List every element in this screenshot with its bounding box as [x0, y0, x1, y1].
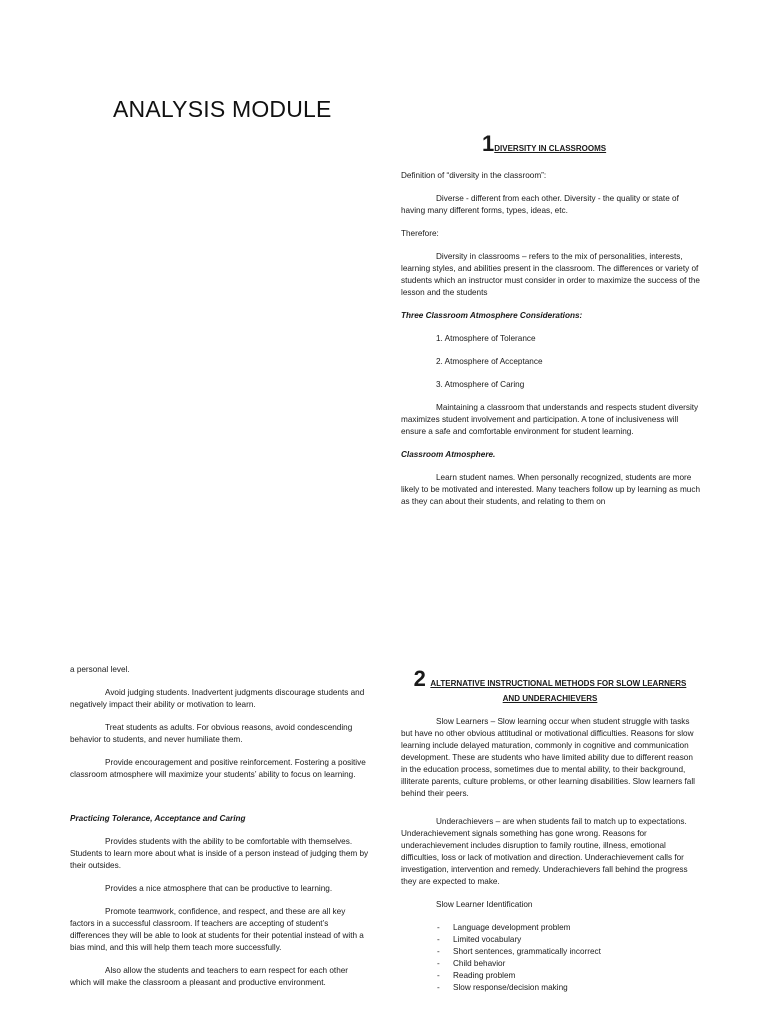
section-1-number: 1 — [482, 131, 495, 156]
practicing-title: Practicing Tolerance, Acceptance and Caring — [70, 814, 246, 823]
list-item — [437, 946, 701, 958]
bullet-dash: - — [437, 959, 440, 968]
page-title: ANALYSIS MODULE — [113, 96, 332, 122]
section-2-title-line1: ALTERNATIVE INSTRUCTIONAL METHODS FOR SLOW LEARNERS — [430, 679, 687, 688]
slow-learners-paragraph: Slow Learners – Slow learning occur when student struggle with tasks but have no other obvious attitudinal or motivational difficulties. Reasons for slow learning include delayed maturation, commonly in cognitive and communication development. These are students who have limited ability due to different reason in the education process, sometimes due to mental ability, to their background, illiterate parents, culture problems, or other learning disabilities. Slow learners fall behind their peers. — [401, 717, 695, 798]
list-item-text: Language development problem — [453, 923, 571, 932]
section-1-body — [401, 170, 701, 519]
section-2-body — [401, 716, 701, 994]
list-item-text: Slow response/decision making — [453, 983, 568, 992]
treat-paragraph: Treat students as adults. For obvious reasons, avoid condescending behavior to students, and never humiliate them. — [70, 723, 353, 744]
consideration-item: 3. Atmosphere of Caring — [436, 380, 525, 389]
underachievers-paragraph: Underachievers – are when students fail to match up to expectations. Underachievement signals something has gone wrong. Reasons for underachievement includes disruption to family routine, illness, emotional difficulties, loss or lack of motivation and direction. Underachievement calls for investigation, intervention and remedy. Underachievers fall behind the progress they are expected to make. — [401, 817, 688, 886]
bullet-dash: - — [437, 923, 440, 932]
definition-text: Diverse - different from each other. Diversity - the quality or state of having many different forms, types, ideas, etc. — [401, 194, 679, 215]
section-2-heading — [400, 666, 700, 703]
maintaining-paragraph: Maintaining a classroom that understands and respects student diversity maximizes student involvement and participation. A tone of inclusiveness will ensure a safe and comfortable environment for student learning. — [401, 403, 699, 436]
list-item-text: Child behavior — [453, 959, 506, 968]
allow-paragraph: Also allow the students and teachers to earn respect for each other which will make the classroom a pleasant and productive environment. — [70, 966, 349, 987]
list-item-text: Reading problem — [453, 971, 516, 980]
section-1-heading — [482, 131, 606, 157]
list-item — [437, 958, 701, 970]
list-item-text: Short sentences, grammatically incorrect — [453, 947, 601, 956]
left-column-body — [70, 664, 370, 1000]
considerations-title: Three Classroom Atmosphere Considerations: — [401, 311, 583, 320]
provide-paragraph: Provide encouragement and positive reinforcement. Fostering a positive classroom atmosphere will maximize your students’ ability to focus on learning. — [70, 758, 366, 779]
list-item — [437, 982, 701, 994]
consideration-item: 2. Atmosphere of Acceptance — [436, 357, 543, 366]
atmosphere-title: Classroom Atmosphere. — [401, 450, 496, 459]
learn-names-paragraph: Learn student names. When personally recognized, students are more likely to be motivated and interested. Many teachers follow up by learning as much as they can about their students, and relating to them on — [401, 473, 701, 506]
promote-paragraph: Promote teamwork, confidence, and respect, and these are all key factors in a successful classroom. If teachers are accepting of student’s differences they will be able to look at students for their potential instead of with a bias mind, and this will help them teach more successfully. — [70, 907, 364, 952]
list-item — [437, 934, 701, 946]
section-1-title: DIVERSITY IN CLASSROOMS — [494, 144, 607, 153]
avoid-paragraph: Avoid judging students. Inadvertent judgments discourage students and negatively impact their ability or motivation to learn. — [70, 688, 365, 709]
list-item-text: Limited vocabulary — [453, 935, 522, 944]
therefore-label: Therefore: — [401, 229, 439, 238]
diversity-definition: Diversity in classrooms – refers to the mix of personalities, interests, learning styles, and abilities present in the classroom. The differences or variety of students which an instructor must consider in order to maximize the success of the lesson and the students — [401, 252, 700, 297]
section-2-title-line2: AND UNDERACHIEVERS — [502, 694, 598, 703]
identification-title: Slow Learner Identification — [436, 900, 533, 909]
bullet-dash: - — [437, 971, 440, 980]
bullet-dash: - — [437, 947, 440, 956]
list-item — [437, 922, 701, 934]
provides-ability-paragraph: Provides students with the ability to be comfortable with themselves. Students to learn more about what is inside of a person instead of judging them by their outsides. — [70, 837, 369, 870]
section-2-number: 2 — [413, 666, 426, 691]
continued-text: a personal level. — [70, 665, 130, 674]
consideration-item: 1. Atmosphere of Tolerance — [436, 334, 536, 343]
bullet-dash: - — [437, 935, 440, 944]
definition-intro: Definition of “diversity in the classroom”: — [401, 171, 547, 180]
list-item — [437, 970, 701, 982]
bullet-dash: - — [437, 983, 440, 992]
identification-list — [437, 922, 701, 994]
considerations-list — [436, 333, 701, 391]
provides-nice-paragraph: Provides a nice atmosphere that can be productive to learning. — [105, 884, 333, 893]
